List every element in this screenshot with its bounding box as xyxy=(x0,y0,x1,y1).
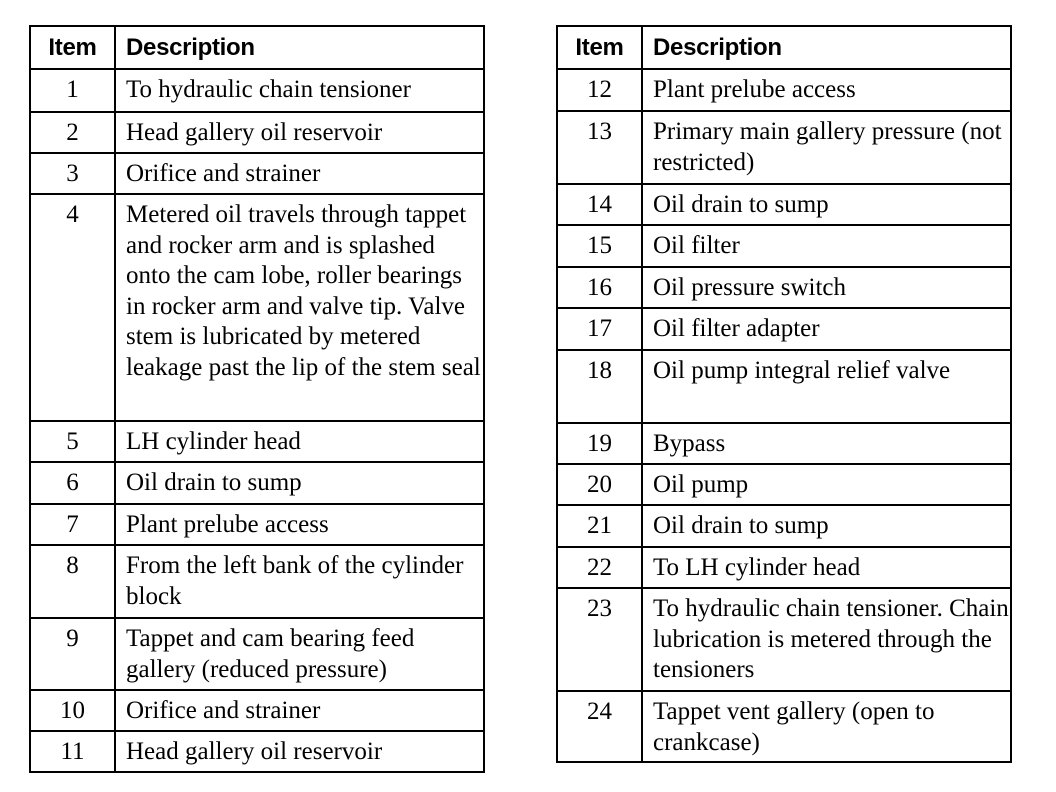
item-description: To hydraulic chain tensioner xyxy=(115,69,484,112)
item-description: Oil drain to sump xyxy=(642,505,1011,547)
table-row xyxy=(557,69,1011,111)
item-description: LH cylinder head xyxy=(115,421,484,462)
legend-body-right xyxy=(557,69,1011,762)
item-number: 23 xyxy=(557,588,642,691)
table-row xyxy=(557,111,1011,184)
table-row xyxy=(30,421,484,462)
table-row xyxy=(557,423,1011,464)
item-column-header: Item xyxy=(557,26,642,69)
item-number: 7 xyxy=(30,504,115,545)
item-number: 17 xyxy=(557,308,642,350)
item-description: From the left bank of the cylinder block xyxy=(115,545,484,618)
item-description: Oil pump integral relief valve xyxy=(642,350,1011,423)
item-description: Tappet and cam bearing feed gallery (reduced pressure) xyxy=(115,618,484,690)
item-number: 15 xyxy=(557,225,642,267)
item-number: 12 xyxy=(557,69,642,111)
item-description: Oil drain to sump xyxy=(642,184,1011,225)
table-row xyxy=(30,690,484,731)
table-row xyxy=(30,504,484,545)
item-description: Plant prelube access xyxy=(115,504,484,545)
item-number: 14 xyxy=(557,184,642,225)
item-description: Oil filter adapter xyxy=(642,308,1011,350)
item-number: 18 xyxy=(557,350,642,423)
table-row xyxy=(30,731,484,772)
item-number: 3 xyxy=(30,153,115,194)
table-row xyxy=(30,462,484,504)
table-row xyxy=(557,308,1011,350)
item-description: Oil filter xyxy=(642,225,1011,267)
item-description: Head gallery oil reservoir xyxy=(115,731,484,772)
item-description: Metered oil travels through tappet and rocker arm and is splashed onto the cam lobe, roller bearings in rocker arm and valve tip. Valve stem is lubricated by metered leakage past the lip of the stem seal xyxy=(115,194,484,421)
item-number: 16 xyxy=(557,267,642,308)
item-description: Bypass xyxy=(642,423,1011,464)
table-row xyxy=(557,464,1011,505)
description-column-header: Description xyxy=(115,26,484,69)
item-description: To hydraulic chain tensioner. Chain lubrication is metered through the tensioners xyxy=(642,588,1011,691)
item-description: To LH cylinder head xyxy=(642,547,1011,588)
item-description: Primary main gallery pressure (not restricted) xyxy=(642,111,1011,184)
item-number: 8 xyxy=(30,545,115,618)
header-row xyxy=(557,26,1011,69)
item-number: 19 xyxy=(557,423,642,464)
item-description: Tappet vent gallery (open to crankcase) xyxy=(642,691,1011,762)
table-row xyxy=(557,547,1011,588)
table-row xyxy=(30,69,484,112)
item-number: 22 xyxy=(557,547,642,588)
table-row xyxy=(557,267,1011,308)
item-number: 4 xyxy=(30,194,115,421)
item-description: Plant prelube access xyxy=(642,69,1011,111)
item-description: Orifice and strainer xyxy=(115,153,484,194)
item-number: 20 xyxy=(557,464,642,505)
table-row xyxy=(30,194,484,421)
item-description: Oil pressure switch xyxy=(642,267,1011,308)
description-column-header: Description xyxy=(642,26,1011,69)
item-number: 5 xyxy=(30,421,115,462)
table-row xyxy=(557,225,1011,267)
table-row xyxy=(30,112,484,153)
table-row xyxy=(557,184,1011,225)
item-number: 2 xyxy=(30,112,115,153)
item-description: Oil drain to sump xyxy=(115,462,484,504)
header-row xyxy=(30,26,484,69)
table-row xyxy=(30,545,484,618)
legend-body-left xyxy=(30,69,484,772)
item-number: 10 xyxy=(30,690,115,731)
table-row xyxy=(30,618,484,690)
item-description: Orifice and strainer xyxy=(115,690,484,731)
legend-table-right xyxy=(556,25,1012,763)
table-row xyxy=(30,153,484,194)
table-row xyxy=(557,505,1011,547)
legend-table-left xyxy=(29,25,485,773)
item-number: 24 xyxy=(557,691,642,762)
item-number: 21 xyxy=(557,505,642,547)
item-column-header: Item xyxy=(30,26,115,69)
table-row xyxy=(557,691,1011,762)
table-row xyxy=(557,588,1011,691)
item-description: Head gallery oil reservoir xyxy=(115,112,484,153)
item-number: 6 xyxy=(30,462,115,504)
table-row xyxy=(557,350,1011,423)
item-number: 13 xyxy=(557,111,642,184)
item-number: 9 xyxy=(30,618,115,690)
item-number: 11 xyxy=(30,731,115,772)
item-number: 1 xyxy=(30,69,115,112)
item-description: Oil pump xyxy=(642,464,1011,505)
